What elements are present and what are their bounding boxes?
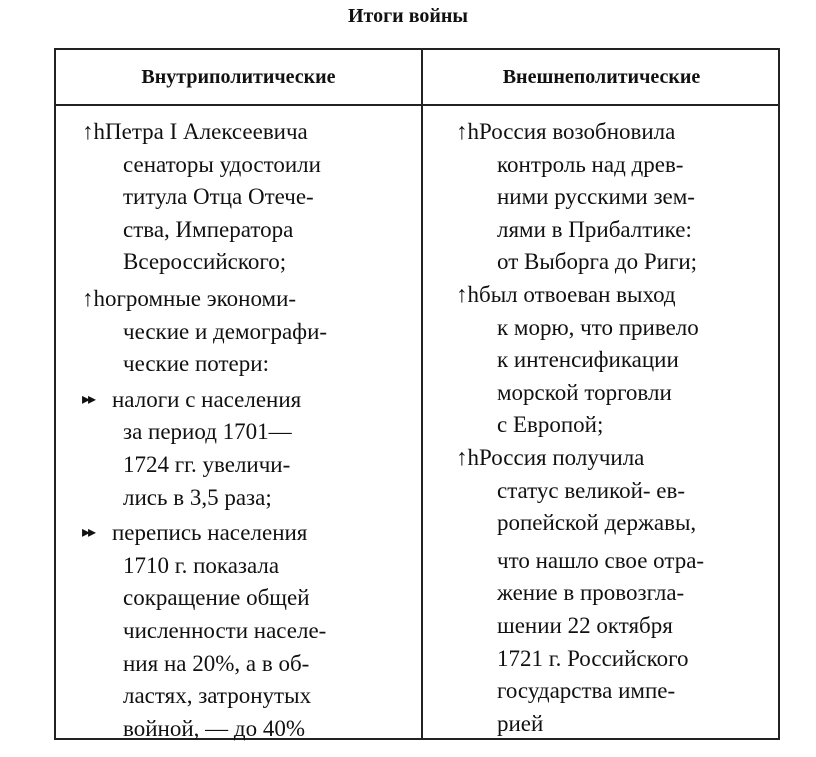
list-item: ↑hбыл отвоеван выход к морю, что привело к интенсификации морской торговли с Европой; (456, 281, 699, 438)
page-title: Итоги войны (347, 5, 469, 27)
header-divider (56, 104, 778, 106)
foreign-column (456, 116, 776, 740)
column-divider (421, 50, 423, 738)
double-triangle-icon: ▸▸ (82, 390, 95, 408)
list-subitem: ▸▸ перепись населения 1710 г. показала сокращение общей численности населе- ния на 20%, а в об- ластях, затронутых войной, — до 40% (82, 517, 412, 745)
results-table (54, 48, 780, 740)
arrow-up-icon: ↑h (456, 119, 479, 144)
arrow-up-icon: ↑h (82, 285, 105, 311)
header-foreign: Внешнеполитические (502, 66, 701, 88)
list-item: ↑hПетра I Алексеевича сенаторы удостоили титула Отца Отече- ства, Императора Всероссийского; (82, 119, 321, 275)
arrow-up-icon: ↑h (456, 281, 479, 307)
arrow-up-icon: ↑h (456, 444, 479, 470)
list-item: ↑hогромные экономи- ческие и демографи- ческие потери: (82, 285, 328, 377)
list-subitem: ▸▸ налоги с населения за период 1701— 1724 гг. увеличи- лись в 3,5 раза; (82, 384, 412, 514)
double-triangle-icon: ▸▸ (82, 524, 95, 542)
header-domestic: Внутриполитические (141, 66, 336, 88)
list-item: ↑hРоссия возобновила контроль над древ- ними русскими зем- лями в Прибалтике: от Выборга до Риги; (456, 119, 698, 275)
domestic-column (82, 116, 412, 745)
arrow-up-icon: ↑h (82, 119, 105, 144)
list-item: ↑hРоссия получила статус великой- ев- ропейской державы, что нашло свое отра- жение в провозгла- шении 22 октября 1721 г. Российского государства импе- рией (456, 444, 705, 736)
